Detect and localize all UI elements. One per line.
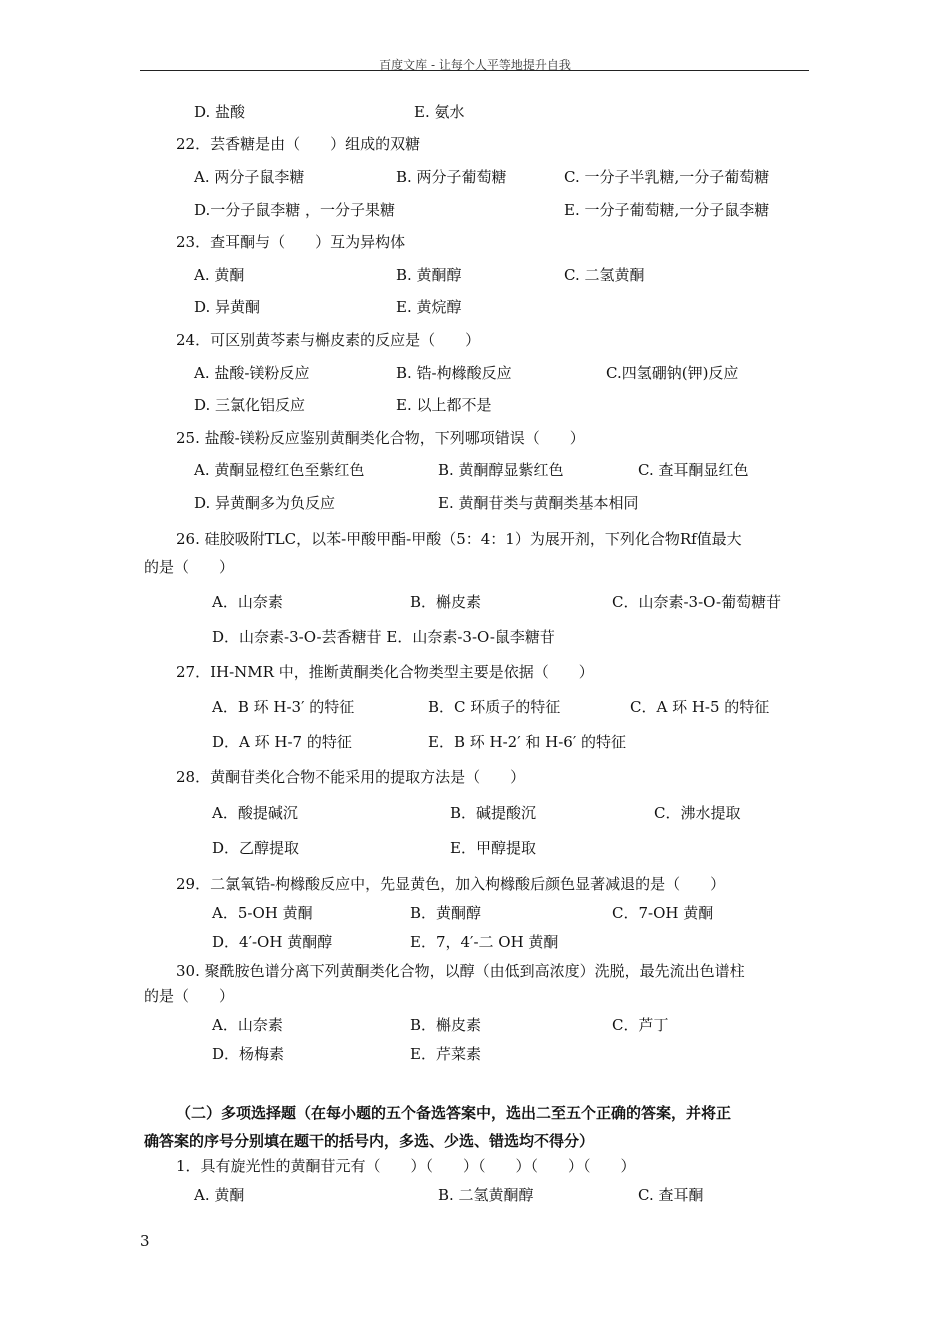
option-text: E. 以上都不是 — [396, 396, 492, 414]
option-text: D．杨梅素 — [212, 1045, 285, 1063]
option-text: C．芦丁 — [612, 1016, 669, 1034]
option-text: B. 黄酮醇 — [396, 266, 462, 284]
option-text: C. 一分子半乳糖,一分子葡萄糖 — [564, 168, 770, 186]
option-text: D．山奈素-3-O-芸香糖苷 E．山奈素-3-O-鼠李糖苷 — [212, 628, 555, 646]
option-text: B. 两分子葡萄糖 — [396, 168, 507, 186]
option-text: E. 一分子葡萄糖,一分子鼠李糖 — [564, 201, 770, 219]
option-text: C．山奈素-3-O-葡萄糖苷 — [612, 593, 782, 611]
question-stem-cont: 的是（ ） — [144, 987, 235, 1005]
question-stem: 29．二氯氧锆-枸橼酸反应中，先显黄色，加入枸橼酸后颜色显著减退的是（ ） — [176, 875, 726, 893]
option-text: A．5-OH 黄酮 — [212, 904, 313, 922]
question-stem: 25. 盐酸-镁粉反应鉴别黄酮类化合物，下列哪项错误（ ） — [176, 429, 585, 447]
header-rule — [140, 70, 809, 71]
option-text: B．槲皮素 — [410, 1016, 482, 1034]
option-text: B. 锆-枸橼酸反应 — [396, 364, 512, 382]
option-text: A．山奈素 — [212, 1016, 283, 1034]
option-text: C.四氢硼钠(钾)反应 — [606, 364, 739, 382]
section-heading-cont: 确答案的序号分别填在题干的括号内，多选、少选、错选均不得分） — [144, 1132, 595, 1150]
option-text: C. 查耳酮 — [638, 1186, 704, 1204]
option-text: D.一分子鼠李糖 ，一分子果糖 — [194, 201, 396, 219]
option-text: C. 查耳酮显红色 — [638, 461, 749, 479]
option-text: C．沸水提取 — [654, 804, 741, 822]
option-text: D. 盐酸 — [194, 103, 246, 121]
option-text: D. 异黄酮 — [194, 298, 261, 316]
option-text: E. 黄烷醇 — [396, 298, 462, 316]
option-text: D．乙醇提取 — [212, 839, 300, 857]
option-text: B．槲皮素 — [410, 593, 482, 611]
option-text: B．碱提酸沉 — [450, 804, 537, 822]
option-text: C．7-OH 黄酮 — [612, 904, 714, 922]
page-number: 3 — [140, 1232, 150, 1250]
question-stem: 24．可区别黄芩素与槲皮素的反应是（ ） — [176, 331, 481, 349]
option-text: D．A 环 H-7 的特征 — [212, 733, 352, 751]
section-heading: （二）多项选择题（在每小题的五个备选答案中，选出二至五个正确的答案，并将正 — [176, 1104, 732, 1122]
option-text: A. 两分子鼠李糖 — [194, 168, 305, 186]
option-text: A．B 环 H-3′ 的特征 — [212, 698, 355, 716]
option-text: B．黄酮醇 — [410, 904, 482, 922]
option-text: E．芹菜素 — [410, 1045, 481, 1063]
question-stem: 23．查耳酮与（ ）互为异构体 — [176, 233, 406, 251]
option-text: D. 三氯化铝反应 — [194, 396, 306, 414]
option-text: C．A 环 H-5 的特征 — [630, 698, 770, 716]
option-text: D. 异黄酮多为负反应 — [194, 494, 336, 512]
question-stem: 1．具有旋光性的黄酮苷元有（ ）（ ）（ ）（ ）（ ） — [176, 1157, 636, 1175]
option-text: A．酸提碱沉 — [212, 804, 298, 822]
question-stem: 22．芸香糖是由（ ）组成的双糖 — [176, 135, 421, 153]
option-text: A．山奈素 — [212, 593, 283, 611]
option-text: E．B 环 H-2′ 和 H-6′ 的特征 — [428, 733, 627, 751]
option-text: E. 氨水 — [414, 103, 465, 121]
header-text: 百度文库 - 让每个人平等地提升自我 — [379, 58, 571, 72]
option-text: D．4′-OH 黄酮醇 — [212, 933, 333, 951]
question-stem: 27．IH-NMR 中，推断黄酮类化合物类型主要是依据（ ） — [176, 663, 594, 681]
question-stem: 30. 聚酰胺色谱分离下列黄酮类化合物，以醇（由低到高浓度）洗脱，最先流出色谱柱 — [176, 962, 745, 980]
option-text: B. 二氢黄酮醇 — [438, 1186, 534, 1204]
question-stem: 26. 硅胶吸附TLC，以苯-甲酸甲酯-甲酸（5：4：1）为展开剂，下列化合物Rf值最大 — [176, 530, 742, 548]
option-text: E. 黄酮苷类与黄酮类基本相同 — [438, 494, 639, 512]
option-text: A. 黄酮 — [194, 1186, 245, 1204]
option-text: E．甲醇提取 — [450, 839, 536, 857]
question-stem: 28．黄酮苷类化合物不能采用的提取方法是（ ） — [176, 768, 526, 786]
option-text: A. 盐酸-镁粉反应 — [194, 364, 310, 382]
option-text: A. 黄酮显橙红色至紫红色 — [194, 461, 365, 479]
option-text: E．7，4′-二 OH 黄酮 — [410, 933, 559, 951]
option-text: C. 二氢黄酮 — [564, 266, 645, 284]
option-text: B. 黄酮醇显紫红色 — [438, 461, 564, 479]
question-stem-cont: 的是（ ） — [144, 558, 235, 576]
option-text: B．C 环质子的特征 — [428, 698, 561, 716]
option-text: A. 黄酮 — [194, 266, 245, 284]
